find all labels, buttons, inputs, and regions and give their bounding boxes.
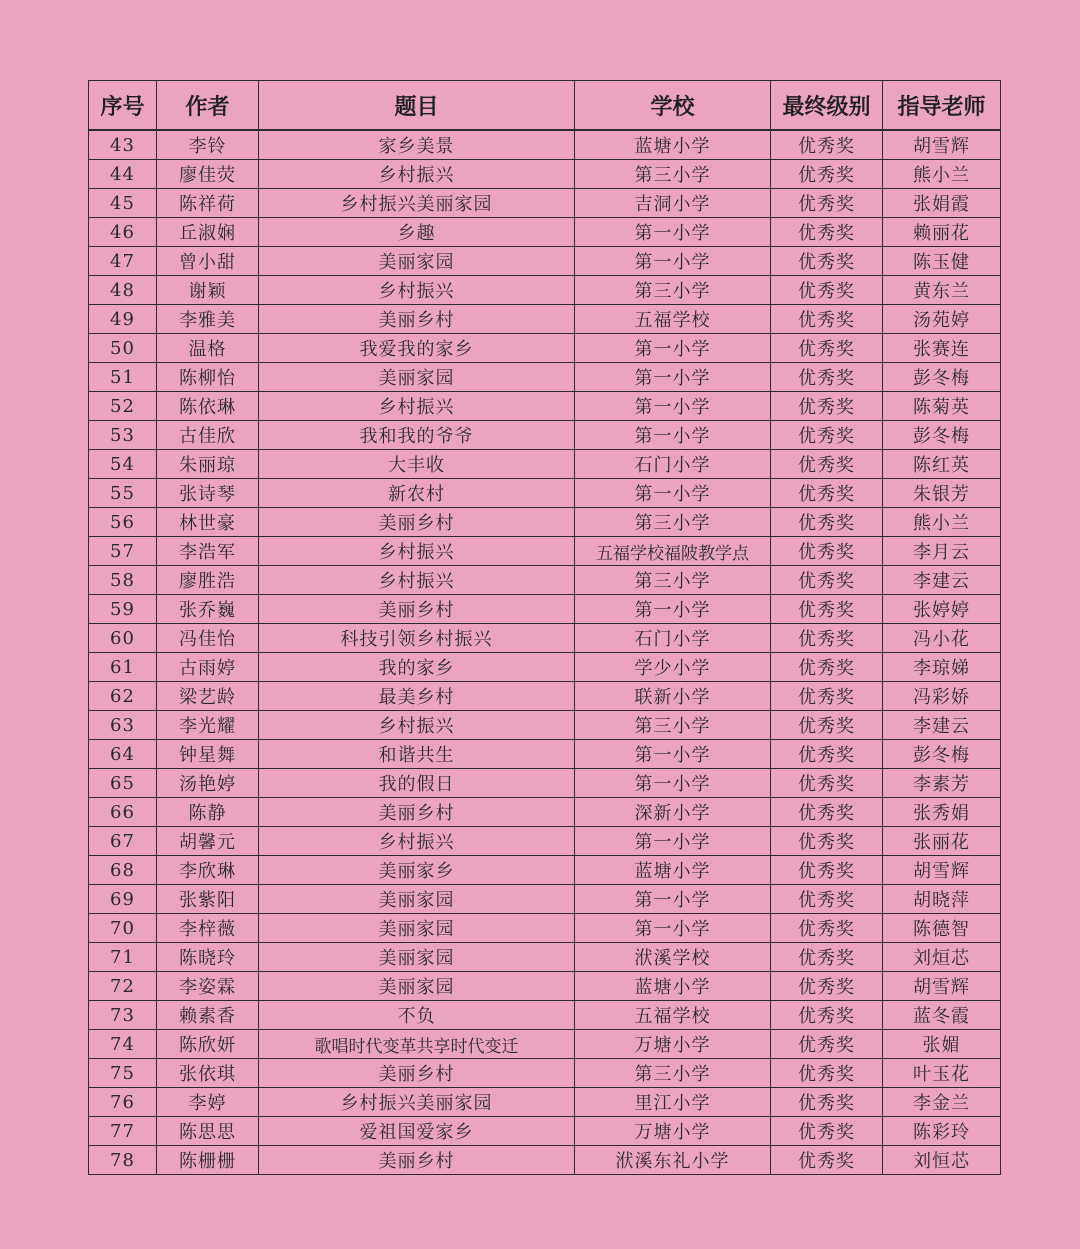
cell-level: 优秀奖 [771, 1146, 883, 1175]
table-row [89, 276, 1001, 305]
cell-title: 美丽乡村 [259, 1059, 575, 1088]
cell-title: 我爱我的家乡 [259, 334, 575, 363]
cell-school: 洑溪学校 [575, 943, 771, 972]
table-row [89, 189, 1001, 218]
cell-teacher: 叶玉花 [883, 1059, 1001, 1088]
cell-level: 优秀奖 [771, 508, 883, 537]
cell-teacher: 张丽花 [883, 827, 1001, 856]
cell-level: 优秀奖 [771, 1117, 883, 1146]
cell-title: 不负 [259, 1001, 575, 1030]
cell-school: 第三小学 [575, 1059, 771, 1088]
cell-level: 优秀奖 [771, 1059, 883, 1088]
cell-school: 学少小学 [575, 653, 771, 682]
table-row [89, 508, 1001, 537]
cell-author: 李铃 [157, 130, 259, 160]
cell-level: 优秀奖 [771, 363, 883, 392]
cell-school: 蓝塘小学 [575, 856, 771, 885]
award-table [88, 80, 1001, 1175]
cell-number: 54 [89, 450, 157, 479]
cell-level: 优秀奖 [771, 1030, 883, 1059]
cell-number: 59 [89, 595, 157, 624]
cell-school: 联新小学 [575, 682, 771, 711]
table-row [89, 1059, 1001, 1088]
cell-author: 陈依琳 [157, 392, 259, 421]
cell-level: 优秀奖 [771, 421, 883, 450]
cell-level: 优秀奖 [771, 914, 883, 943]
cell-teacher: 彭冬梅 [883, 363, 1001, 392]
cell-title: 美丽家园 [259, 914, 575, 943]
cell-author: 温格 [157, 334, 259, 363]
cell-title: 美丽乡村 [259, 798, 575, 827]
cell-level: 优秀奖 [771, 1088, 883, 1117]
table-row [89, 914, 1001, 943]
cell-author: 李婷 [157, 1088, 259, 1117]
cell-teacher: 朱银芳 [883, 479, 1001, 508]
cell-author: 曾小甜 [157, 247, 259, 276]
cell-title: 我和我的爷爷 [259, 421, 575, 450]
cell-level: 优秀奖 [771, 740, 883, 769]
cell-author: 谢颖 [157, 276, 259, 305]
cell-level: 优秀奖 [771, 479, 883, 508]
cell-title: 美丽家乡 [259, 856, 575, 885]
cell-number: 62 [89, 682, 157, 711]
table-row [89, 537, 1001, 566]
cell-school: 洑溪东礼小学 [575, 1146, 771, 1175]
cell-number: 58 [89, 566, 157, 595]
cell-number: 60 [89, 624, 157, 653]
table-row [89, 595, 1001, 624]
cell-title: 歌唱时代变革共享时代变迁 [259, 1030, 575, 1059]
cell-school: 第一小学 [575, 595, 771, 624]
cell-number: 52 [89, 392, 157, 421]
cell-school: 第一小学 [575, 885, 771, 914]
cell-level: 优秀奖 [771, 769, 883, 798]
cell-school: 里江小学 [575, 1088, 771, 1117]
cell-author: 胡馨元 [157, 827, 259, 856]
table-row [89, 363, 1001, 392]
cell-school: 第一小学 [575, 392, 771, 421]
table-row [89, 1001, 1001, 1030]
table-row [89, 1088, 1001, 1117]
cell-teacher: 陈菊英 [883, 392, 1001, 421]
cell-teacher: 张赛连 [883, 334, 1001, 363]
cell-number: 78 [89, 1146, 157, 1175]
cell-teacher: 黄东兰 [883, 276, 1001, 305]
cell-title: 家乡美景 [259, 130, 575, 160]
column-header-school: 学校 [575, 81, 771, 131]
cell-number: 61 [89, 653, 157, 682]
cell-level: 优秀奖 [771, 885, 883, 914]
cell-teacher: 胡雪辉 [883, 856, 1001, 885]
cell-number: 55 [89, 479, 157, 508]
table-row [89, 421, 1001, 450]
cell-number: 51 [89, 363, 157, 392]
cell-number: 46 [89, 218, 157, 247]
cell-teacher: 张娟霞 [883, 189, 1001, 218]
cell-title: 大丰收 [259, 450, 575, 479]
cell-title: 美丽家园 [259, 247, 575, 276]
cell-author: 张依琪 [157, 1059, 259, 1088]
cell-school: 第一小学 [575, 218, 771, 247]
cell-level: 优秀奖 [771, 392, 883, 421]
cell-school: 蓝塘小学 [575, 972, 771, 1001]
table-row [89, 624, 1001, 653]
cell-level: 优秀奖 [771, 1001, 883, 1030]
column-header-number: 序号 [89, 81, 157, 131]
cell-school: 第一小学 [575, 769, 771, 798]
cell-teacher: 张秀娟 [883, 798, 1001, 827]
cell-title: 美丽家园 [259, 972, 575, 1001]
cell-number: 49 [89, 305, 157, 334]
table-row [89, 740, 1001, 769]
cell-school: 石门小学 [575, 624, 771, 653]
cell-school: 深新小学 [575, 798, 771, 827]
table-row [89, 305, 1001, 334]
cell-teacher: 陈德智 [883, 914, 1001, 943]
cell-teacher: 陈彩玲 [883, 1117, 1001, 1146]
cell-teacher: 刘恒芯 [883, 1146, 1001, 1175]
cell-author: 冯佳怡 [157, 624, 259, 653]
cell-teacher: 刘烜芯 [883, 943, 1001, 972]
cell-author: 陈欣妍 [157, 1030, 259, 1059]
cell-school: 第一小学 [575, 827, 771, 856]
cell-number: 65 [89, 769, 157, 798]
cell-number: 50 [89, 334, 157, 363]
cell-author: 陈栅栅 [157, 1146, 259, 1175]
cell-author: 张紫阳 [157, 885, 259, 914]
cell-school: 第一小学 [575, 334, 771, 363]
cell-title: 我的假日 [259, 769, 575, 798]
cell-school: 第三小学 [575, 508, 771, 537]
cell-level: 优秀奖 [771, 189, 883, 218]
cell-school: 第一小学 [575, 740, 771, 769]
cell-author: 陈祥荷 [157, 189, 259, 218]
table-row [89, 943, 1001, 972]
cell-author: 廖胜浩 [157, 566, 259, 595]
cell-teacher: 赖丽花 [883, 218, 1001, 247]
cell-title: 美丽家园 [259, 363, 575, 392]
cell-title: 乡村振兴 [259, 711, 575, 740]
cell-number: 67 [89, 827, 157, 856]
cell-teacher: 熊小兰 [883, 508, 1001, 537]
cell-author: 钟星舞 [157, 740, 259, 769]
table-row [89, 479, 1001, 508]
table-row [89, 218, 1001, 247]
cell-teacher: 汤苑婷 [883, 305, 1001, 334]
cell-author: 李雅美 [157, 305, 259, 334]
cell-level: 优秀奖 [771, 595, 883, 624]
cell-teacher: 彭冬梅 [883, 421, 1001, 450]
cell-author: 廖佳荧 [157, 160, 259, 189]
cell-teacher: 李月云 [883, 537, 1001, 566]
cell-title: 乡村振兴美丽家园 [259, 189, 575, 218]
cell-school: 五福学校 [575, 1001, 771, 1030]
cell-number: 73 [89, 1001, 157, 1030]
cell-author: 李姿霖 [157, 972, 259, 1001]
table-row [89, 1117, 1001, 1146]
cell-title: 乡村振兴 [259, 566, 575, 595]
cell-author: 李梓薇 [157, 914, 259, 943]
cell-level: 优秀奖 [771, 566, 883, 595]
cell-level: 优秀奖 [771, 276, 883, 305]
cell-author: 陈静 [157, 798, 259, 827]
cell-number: 64 [89, 740, 157, 769]
cell-level: 优秀奖 [771, 218, 883, 247]
cell-title: 美丽乡村 [259, 595, 575, 624]
cell-title: 乡村振兴 [259, 160, 575, 189]
cell-teacher: 熊小兰 [883, 160, 1001, 189]
cell-number: 75 [89, 1059, 157, 1088]
cell-title: 乡趣 [259, 218, 575, 247]
cell-author: 梁艺龄 [157, 682, 259, 711]
cell-teacher: 张婷婷 [883, 595, 1001, 624]
cell-title: 我的家乡 [259, 653, 575, 682]
table-row [89, 334, 1001, 363]
cell-number: 74 [89, 1030, 157, 1059]
cell-title: 美丽乡村 [259, 508, 575, 537]
cell-school: 第一小学 [575, 247, 771, 276]
cell-title: 乡村振兴美丽家园 [259, 1088, 575, 1117]
cell-author: 李欣琳 [157, 856, 259, 885]
cell-author: 赖素香 [157, 1001, 259, 1030]
award-table-body [89, 130, 1001, 1175]
cell-teacher: 李建云 [883, 711, 1001, 740]
cell-author: 李光耀 [157, 711, 259, 740]
table-header-row [89, 81, 1001, 131]
cell-teacher: 胡晓萍 [883, 885, 1001, 914]
cell-school: 第三小学 [575, 160, 771, 189]
cell-author: 朱丽琼 [157, 450, 259, 479]
cell-teacher: 李金兰 [883, 1088, 1001, 1117]
cell-teacher: 胡雪辉 [883, 130, 1001, 160]
cell-author: 李浩军 [157, 537, 259, 566]
cell-author: 丘淑娴 [157, 218, 259, 247]
cell-school: 五福学校福陂教学点 [575, 537, 771, 566]
cell-number: 44 [89, 160, 157, 189]
cell-number: 47 [89, 247, 157, 276]
cell-teacher: 李素芳 [883, 769, 1001, 798]
cell-author: 张乔巍 [157, 595, 259, 624]
table-row [89, 160, 1001, 189]
cell-school: 万塘小学 [575, 1030, 771, 1059]
cell-teacher: 冯小花 [883, 624, 1001, 653]
table-row [89, 856, 1001, 885]
cell-title: 爱祖国爱家乡 [259, 1117, 575, 1146]
cell-number: 53 [89, 421, 157, 450]
cell-title: 乡村振兴 [259, 827, 575, 856]
cell-school: 第三小学 [575, 276, 771, 305]
table-row [89, 130, 1001, 160]
cell-level: 优秀奖 [771, 711, 883, 740]
cell-author: 陈柳怡 [157, 363, 259, 392]
cell-number: 56 [89, 508, 157, 537]
cell-author: 古佳欣 [157, 421, 259, 450]
cell-teacher: 冯彩娇 [883, 682, 1001, 711]
cell-teacher: 胡雪辉 [883, 972, 1001, 1001]
cell-title: 美丽家园 [259, 943, 575, 972]
table-row [89, 450, 1001, 479]
cell-number: 45 [89, 189, 157, 218]
award-list-sheet [88, 80, 1000, 1175]
cell-number: 43 [89, 130, 157, 160]
cell-title: 乡村振兴 [259, 276, 575, 305]
cell-level: 优秀奖 [771, 537, 883, 566]
cell-number: 72 [89, 972, 157, 1001]
cell-number: 70 [89, 914, 157, 943]
cell-author: 古雨婷 [157, 653, 259, 682]
cell-level: 优秀奖 [771, 624, 883, 653]
table-row [89, 972, 1001, 1001]
cell-level: 优秀奖 [771, 130, 883, 160]
cell-level: 优秀奖 [771, 827, 883, 856]
cell-number: 48 [89, 276, 157, 305]
cell-number: 76 [89, 1088, 157, 1117]
cell-number: 77 [89, 1117, 157, 1146]
cell-title: 美丽乡村 [259, 1146, 575, 1175]
cell-title: 美丽家园 [259, 885, 575, 914]
cell-author: 张诗琴 [157, 479, 259, 508]
cell-title: 科技引领乡村振兴 [259, 624, 575, 653]
cell-teacher: 陈玉健 [883, 247, 1001, 276]
cell-teacher: 彭冬梅 [883, 740, 1001, 769]
cell-title: 美丽乡村 [259, 305, 575, 334]
cell-number: 66 [89, 798, 157, 827]
table-row [89, 1030, 1001, 1059]
cell-title: 新农村 [259, 479, 575, 508]
cell-level: 优秀奖 [771, 682, 883, 711]
cell-school: 石门小学 [575, 450, 771, 479]
cell-level: 优秀奖 [771, 653, 883, 682]
cell-level: 优秀奖 [771, 334, 883, 363]
table-row [89, 566, 1001, 595]
cell-number: 69 [89, 885, 157, 914]
cell-school: 万塘小学 [575, 1117, 771, 1146]
cell-number: 63 [89, 711, 157, 740]
table-row [89, 798, 1001, 827]
cell-teacher: 陈红英 [883, 450, 1001, 479]
cell-level: 优秀奖 [771, 972, 883, 1001]
table-row [89, 827, 1001, 856]
cell-teacher: 李建云 [883, 566, 1001, 595]
table-row [89, 885, 1001, 914]
table-row [89, 247, 1001, 276]
column-header-teacher: 指导老师 [883, 81, 1001, 131]
column-header-author: 作者 [157, 81, 259, 131]
cell-title: 最美乡村 [259, 682, 575, 711]
cell-number: 71 [89, 943, 157, 972]
cell-school: 五福学校 [575, 305, 771, 334]
table-row [89, 653, 1001, 682]
cell-number: 57 [89, 537, 157, 566]
cell-school: 第一小学 [575, 421, 771, 450]
cell-level: 优秀奖 [771, 798, 883, 827]
cell-school: 第一小学 [575, 914, 771, 943]
table-row [89, 1146, 1001, 1175]
cell-level: 优秀奖 [771, 856, 883, 885]
table-row [89, 769, 1001, 798]
cell-title: 和谐共生 [259, 740, 575, 769]
cell-school: 第三小学 [575, 566, 771, 595]
cell-title: 乡村振兴 [259, 392, 575, 421]
cell-author: 汤艳婷 [157, 769, 259, 798]
cell-school: 第一小学 [575, 479, 771, 508]
cell-author: 陈晓玲 [157, 943, 259, 972]
column-header-title: 题目 [259, 81, 575, 131]
cell-school: 蓝塘小学 [575, 130, 771, 160]
table-row [89, 682, 1001, 711]
cell-level: 优秀奖 [771, 160, 883, 189]
cell-level: 优秀奖 [771, 305, 883, 334]
cell-level: 优秀奖 [771, 247, 883, 276]
cell-school: 第一小学 [575, 363, 771, 392]
table-row [89, 392, 1001, 421]
cell-school: 第三小学 [575, 711, 771, 740]
column-header-level: 最终级别 [771, 81, 883, 131]
cell-author: 林世豪 [157, 508, 259, 537]
cell-number: 68 [89, 856, 157, 885]
cell-title: 乡村振兴 [259, 537, 575, 566]
cell-teacher: 李琼娣 [883, 653, 1001, 682]
cell-teacher: 蓝冬霞 [883, 1001, 1001, 1030]
cell-school: 吉洞小学 [575, 189, 771, 218]
cell-teacher: 张媚 [883, 1030, 1001, 1059]
cell-level: 优秀奖 [771, 450, 883, 479]
cell-level: 优秀奖 [771, 943, 883, 972]
cell-author: 陈思思 [157, 1117, 259, 1146]
table-row [89, 711, 1001, 740]
